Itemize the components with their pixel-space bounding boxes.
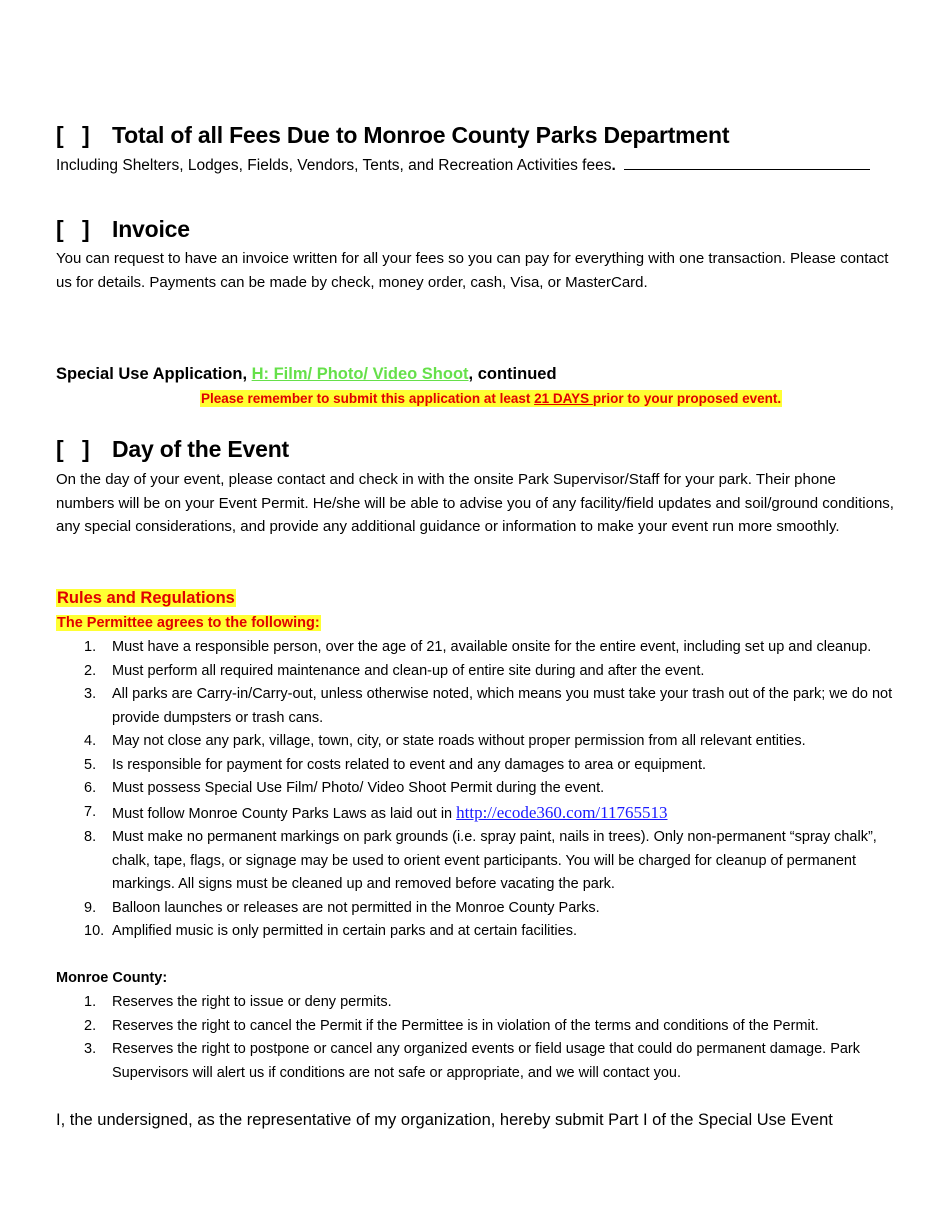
notice-before: Please remember to submit this application at least xyxy=(201,391,535,406)
county-rule-item xyxy=(56,991,901,1015)
application-suffix: continued xyxy=(473,365,557,383)
rule-item-number: 6. xyxy=(84,780,97,796)
county-rule-item-number: 1. xyxy=(84,994,97,1010)
application-prefix: Special Use Application, xyxy=(56,365,252,383)
rule-item-text: Must perform all required maintenance and clean-up of entire site during and after the event. xyxy=(112,662,705,679)
rule-item xyxy=(56,777,901,801)
rule-item-number: 8. xyxy=(84,829,97,845)
county-rule-item-text: Reserves the right to issue or deny permits. xyxy=(112,994,392,1010)
rules-subtitle: The Permittee agrees to the following: xyxy=(57,615,320,631)
fees-title: Total of all Fees Due to Monroe County Parks Department xyxy=(112,122,730,148)
rule-item-text: Is responsible for payment for costs related to event and any damages to area or equipment. xyxy=(112,756,707,773)
county-rule-item-number: 2. xyxy=(84,1017,97,1034)
rule-item xyxy=(56,683,901,730)
rule-item xyxy=(56,897,901,921)
fees-total-field[interactable] xyxy=(624,155,870,170)
rule-item-text: Must follow Monroe County Parks Laws as laid out in xyxy=(112,805,457,822)
application-suffix-comma: , xyxy=(468,365,474,383)
rule-item xyxy=(56,754,901,778)
rule-item-number: 2. xyxy=(84,662,97,679)
rules-subtitle-wrap xyxy=(56,614,321,632)
rule-item-number: 4. xyxy=(84,733,97,749)
fees-description: Including Shelters, Lodges, Fields, Vendors, Tents, and Recreation Activities fees xyxy=(56,157,612,174)
rule-item-text: Must possess Special Use Film/ Photo/ Video Shoot Permit during the event. xyxy=(112,780,605,796)
rules-list xyxy=(56,636,901,944)
rule-item-number: 1. xyxy=(84,639,97,655)
invoice-checkbox[interactable]: [ ] xyxy=(56,216,90,242)
county-rule-item-number: 3. xyxy=(84,1041,97,1057)
invoice-title: Invoice xyxy=(112,216,190,242)
rule-item-text: Amplified music is only permitted in certain parks and at certain facilities. xyxy=(112,923,577,939)
fees-heading xyxy=(56,122,729,149)
fees-period: . xyxy=(611,157,616,174)
rule-item xyxy=(56,730,901,754)
closing-statement: I, the undersigned, as the representative of my organization, hereby submit Part I of the Special Use Event xyxy=(56,1111,833,1129)
rule-item-number: 9. xyxy=(84,899,97,916)
application-header xyxy=(56,365,557,384)
rule-item-number: 5. xyxy=(84,756,97,773)
invoice-text: You can request to have an invoice written for all your fees so you can pay for everything with one transaction. Please contact us for details. Payments can be made by check, money order, cash, Visa, or MasterCard. xyxy=(56,250,889,291)
county-title: Monroe County: xyxy=(56,970,168,986)
notice-days: 21 DAYS xyxy=(534,391,593,406)
county-rule-item-text: Reserves the right to cancel the Permit if the Permittee is in violation of the terms and conditions of the Permit. xyxy=(112,1017,819,1034)
rules-title-wrap xyxy=(56,589,236,608)
rule-item-number: 7. xyxy=(84,803,97,820)
rule-item xyxy=(56,660,901,684)
day-of-event-title: Day of the Event xyxy=(112,436,290,462)
rules-title: Rules and Regulations xyxy=(57,589,235,607)
rule-item-text: All parks are Carry-in/Carry-out, unless otherwise noted, which means you must take your trash out of the park; we do not provide dumpsters or trash cans. xyxy=(112,686,893,726)
day-of-event-heading xyxy=(56,436,289,463)
fees-checkbox[interactable]: [ ] xyxy=(56,122,90,148)
rule-item-text: Must have a responsible person, over the age of 21, available onsite for the entire event, including set up and cleanup. xyxy=(112,639,872,655)
fees-description-line xyxy=(56,154,886,178)
county-list xyxy=(56,991,901,1085)
invoice-heading xyxy=(56,216,190,243)
application-category: H: Film/ Photo/ Video Shoot xyxy=(251,365,469,383)
rule-item xyxy=(56,826,901,897)
county-rule-item xyxy=(56,1015,901,1039)
rule-item-number: 10. xyxy=(84,923,105,939)
ecode-link[interactable]: http://ecode360.com/11765513 xyxy=(456,802,668,822)
notice-after: prior to your proposed event. xyxy=(592,391,782,406)
rule-item-number: 3. xyxy=(84,686,97,702)
rule-item-text: Balloon launches or releases are not permitted in the Monroe County Parks. xyxy=(112,899,600,916)
rule-item-text: May not close any park, village, town, city, or state roads without proper permission from all relevant entities. xyxy=(112,733,806,749)
day-of-event-text: On the day of your event, please contact and check in with the onsite Park Supervisor/Staff for your park. Their phone numbers will be on your Event Permit. He/she will be able to advise you of any facility/field updates and soil/ground conditions, any special considerations, and provide any additional guidance or information to make your event run more smoothly. xyxy=(56,471,894,535)
deadline-notice xyxy=(200,390,782,408)
rule-item xyxy=(56,801,901,827)
county-rule-item xyxy=(56,1038,901,1085)
rule-item xyxy=(56,920,901,944)
rule-item xyxy=(56,636,901,660)
rule-item-text: Must make no permanent markings on park grounds (i.e. spray paint, nails in trees). Only non-permanent “spray chalk”, chalk, tape, flags, or signage may be used to orient event participants. You will be charged for cleanup of permanent markings. All signs must be cleaned up and removed before vacating the park. xyxy=(112,829,877,892)
day-of-event-checkbox[interactable]: [ ] xyxy=(56,436,90,462)
county-rule-item-text: Reserves the right to postpone or cancel any organized events or field usage that could do permanent damage. Park Supervisors will alert us if conditions are not safe or appropriate, and we will contact you. xyxy=(112,1041,861,1081)
